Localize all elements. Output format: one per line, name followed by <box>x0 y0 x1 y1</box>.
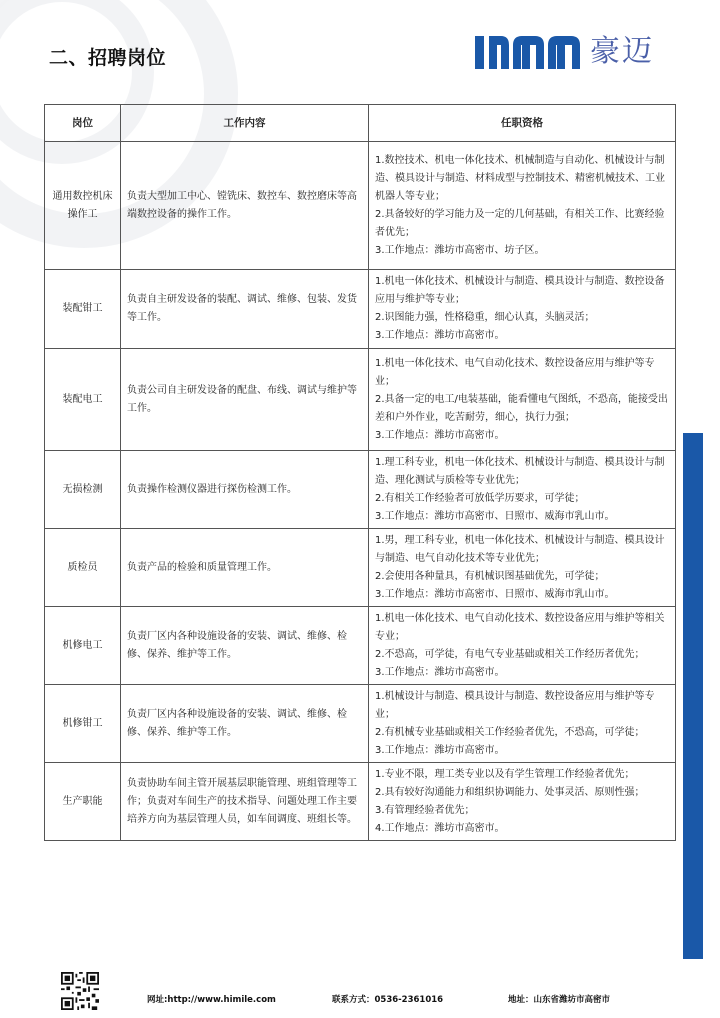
column-header-requirements: 任职资格 <box>369 105 676 142</box>
requirements-cell <box>369 763 676 841</box>
requirement-item: 1.机械设计与制造、模具设计与制造、数控设备应用与维护等专业； <box>375 690 655 720</box>
duty-cell: 负责厂区内各种设施设备的安装、调试、维修、检修、保养、维护等工作。 <box>121 685 369 763</box>
job-table <box>44 104 676 841</box>
requirements-cell <box>369 685 676 763</box>
column-header-duty: 工作内容 <box>121 105 369 142</box>
requirement-item: 3.工作地点：潍坊市高密市、日照市、威海市乳山市。 <box>375 588 615 600</box>
requirement-item: 1.数控技术、机电一体化技术、机械制造与自动化、机械设计与制造、模具设计与制造、材料成型与控制技术、精密机械技术、工业机器人等专业； <box>375 154 665 202</box>
duty-cell: 负责协助车间主管开展基层职能管理、班组管理等工作；负责对车间生产的技术指导、问题处理工作主要培养方向为基层管理人员，如车间调度、班组长等。 <box>121 763 369 841</box>
requirement-item: 1.男，理工科专业，机电一体化技术、机械设计与制造、模具设计与制造、电气自动化技术等专业优先； <box>375 534 665 564</box>
requirement-item: 2.会使用各种量具，有机械识图基础优先，可学徒； <box>375 570 605 582</box>
position-cell: 装配电工 <box>45 349 121 451</box>
requirement-item: 4.工作地点：潍坊市高密市。 <box>375 822 505 834</box>
table-row <box>45 349 676 451</box>
footer-contact: 联系方式：0536-2361016 <box>332 995 444 1005</box>
table-header-row <box>45 105 676 142</box>
requirement-item: 2.不恐高，可学徒，有电气专业基础或相关工作经历者优先； <box>375 648 645 660</box>
requirement-item: 1.机电一体化技术、机械设计与制造、模具设计与制造、数控设备应用与维护等专业； <box>375 276 665 305</box>
requirement-item: 3.工作地点：潍坊市高密市。 <box>375 666 505 678</box>
footer-website: 网址:http://www.himile.com <box>147 995 276 1005</box>
requirement-item: 1.专业不限，理工类专业以及有学生管理工作经验者优先； <box>375 768 635 780</box>
requirement-item: 3.工作地点：潍坊市高密市。 <box>375 330 505 341</box>
section-title: 二、招聘岗位 <box>49 47 167 69</box>
table-row <box>45 685 676 763</box>
requirement-item: 3.工作地点：潍坊市高密市。 <box>375 429 505 441</box>
logo-text: 豪迈 <box>590 34 654 69</box>
table-row <box>45 270 676 349</box>
duty-cell: 负责操作检测仪器进行探伤检测工作。 <box>121 451 369 529</box>
duty-cell: 负责公司自主研发设备的配盘、布线、调试与维护等工作。 <box>121 349 369 451</box>
column-header-position: 岗位 <box>45 105 121 142</box>
table-row <box>45 529 676 607</box>
requirement-item: 1.机电一体化技术、电气自动化技术、数控设备应用与维护等相关专业； <box>375 612 665 642</box>
position-cell: 机修电工 <box>45 607 121 685</box>
requirement-item: 2.具备较好的学习能力及一定的几何基础，有相关工作、比赛经验者优先； <box>375 208 665 238</box>
table-row <box>45 451 676 529</box>
position-cell: 生产职能 <box>45 763 121 841</box>
requirement-item: 2.具备一定的电工/电装基础，能看懂电气图纸，不恐高，能接受出差和户外作业，吃苦耐劳，细心，执行力强； <box>375 393 668 423</box>
duty-cell: 负责产品的检验和质量管理工作。 <box>121 529 369 607</box>
requirements-cell <box>369 142 676 270</box>
requirement-item: 2.有相关工作经验者可放低学历要求，可学徒； <box>375 492 585 504</box>
duty-cell: 负责自主研发设备的装配、调试、维修、包装、发货等工作。 <box>121 270 369 349</box>
requirement-item: 1.理工科专业，机电一体化技术、机械设计与制造、模具设计与制造、理化测试与质检等专业优先； <box>375 456 665 486</box>
position-cell: 通用数控机床操作工 <box>45 142 121 270</box>
logo-mark-icon <box>473 33 585 71</box>
requirement-item: 2.识图能力强，性格稳重，细心认真，头脑灵活； <box>375 312 595 323</box>
position-cell: 装配钳工 <box>45 270 121 349</box>
table-row <box>45 607 676 685</box>
position-cell: 质检员 <box>45 529 121 607</box>
requirements-cell <box>369 451 676 529</box>
duty-cell: 负责厂区内各种设施设备的安装、调试、维修、检修、保养、维护等工作。 <box>121 607 369 685</box>
table-row <box>45 763 676 841</box>
requirement-item: 3.工作地点：潍坊市高密市、日照市、威海市乳山市。 <box>375 510 615 522</box>
footer-address: 地址：山东省潍坊市高密市 <box>508 995 611 1005</box>
requirement-item: 2.具有较好沟通能力和组织协调能力、处事灵活、原则性强； <box>375 786 645 798</box>
side-accent-bar <box>683 433 703 959</box>
duty-cell: 负责大型加工中心、镗铣床、数控车、数控磨床等高端数控设备的操作工作。 <box>121 142 369 270</box>
requirements-cell <box>369 349 676 451</box>
requirement-item: 3.有管理经验者优先； <box>375 804 475 816</box>
requirements-cell <box>369 270 676 349</box>
requirement-item: 3.工作地点：潍坊市高密市。 <box>375 744 505 756</box>
requirement-item: 2.有机械专业基础或相关工作经验者优先，不恐高，可学徒； <box>375 726 645 738</box>
requirement-item: 1.机电一体化技术、电气自动化技术、数控设备应用与维护等专业； <box>375 357 655 387</box>
table-row <box>45 142 676 270</box>
requirements-cell <box>369 607 676 685</box>
page-footer <box>0 968 720 1018</box>
position-cell: 机修钳工 <box>45 685 121 763</box>
requirement-item: 3.工作地点：潍坊市高密市、坊子区。 <box>375 244 545 256</box>
position-cell: 无损检测 <box>45 451 121 529</box>
qr-code-icon <box>61 972 99 1010</box>
requirements-cell <box>369 529 676 607</box>
company-logo <box>473 33 685 73</box>
